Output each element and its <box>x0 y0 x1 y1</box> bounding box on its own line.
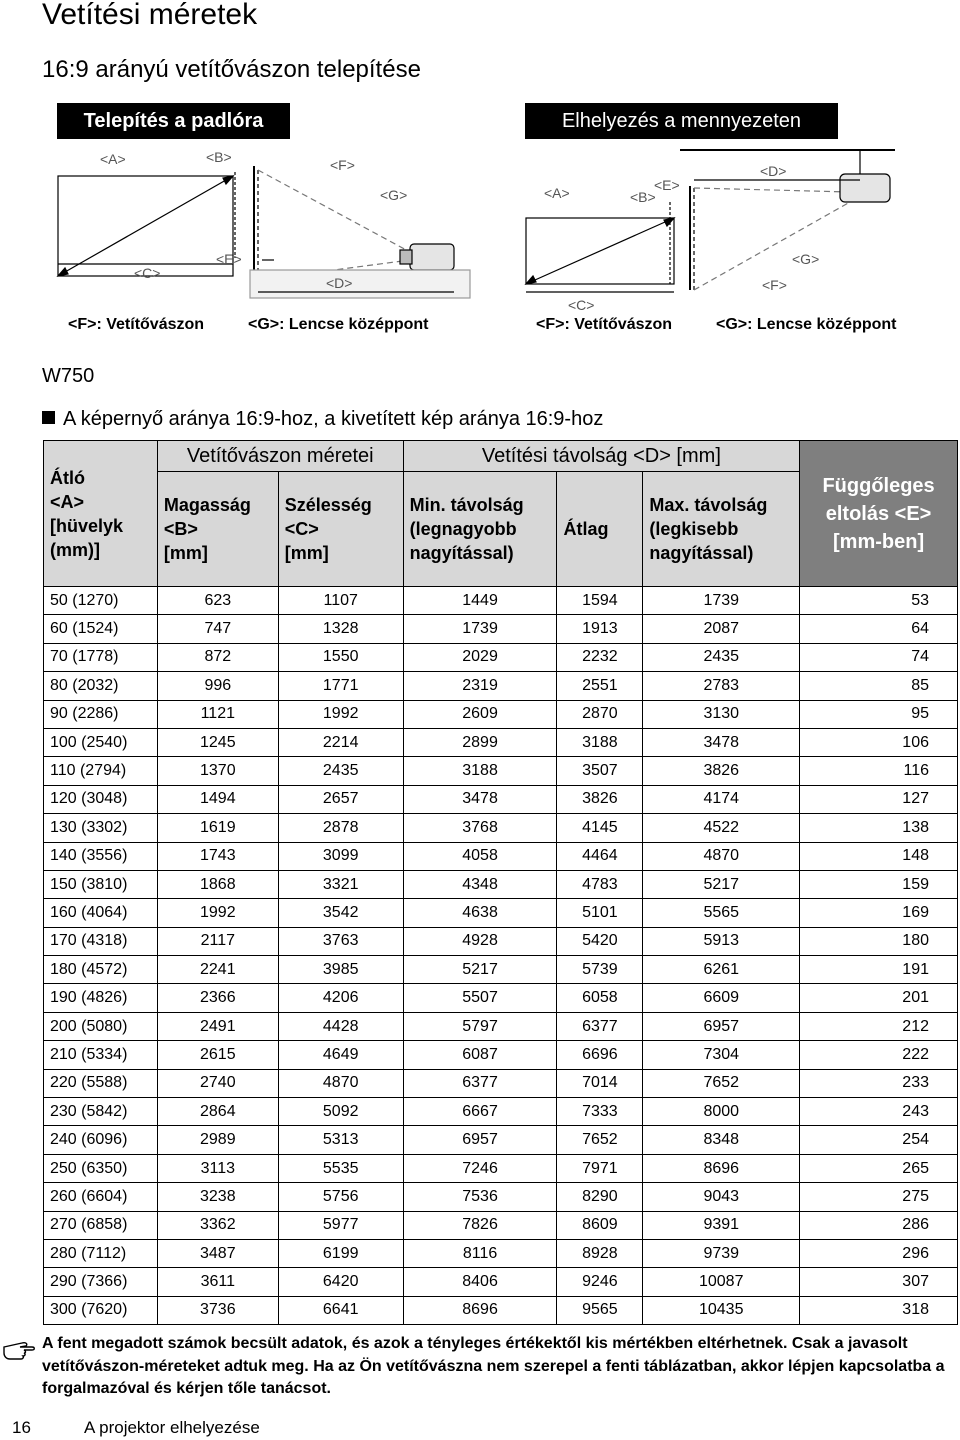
table-row <box>44 672 958 700</box>
table-cell: 243 <box>800 1098 958 1126</box>
table-cell: 623 <box>157 587 278 615</box>
table-cell: 2117 <box>157 927 278 955</box>
table-cell: 7333 <box>557 1098 643 1126</box>
ratio-heading <box>42 408 603 431</box>
col-header-width: Szélesség <C> [mm] <box>278 472 403 587</box>
table-cell: 254 <box>800 1126 958 1154</box>
floor-legend-f: <F>: Vetítővászon <box>68 316 205 333</box>
table-row <box>44 814 958 842</box>
table-cell: 120 (3048) <box>44 785 158 813</box>
table-cell: 2615 <box>157 1041 278 1069</box>
table-cell: 5913 <box>643 927 800 955</box>
table-cell: 1594 <box>557 587 643 615</box>
table-row <box>44 1126 958 1154</box>
table-cell: 240 (6096) <box>44 1126 158 1154</box>
table-cell: 318 <box>800 1296 958 1324</box>
table-row <box>44 1268 958 1296</box>
table-cell: 3611 <box>157 1268 278 1296</box>
note-text: A fent megadott számok becsült adatok, és azok a tényleges értékektől kis mértékben eltérhetnek. Csak a javasolt vetítővászon-méreteket adtuk meg. Ha az Ön vetítővászna nem szerepel a fenti táblázatban, akkor lépjen kapcsolatba a forgalmazóval és kérjen tőle tanácsot. <box>42 1335 945 1397</box>
table-row <box>44 870 958 898</box>
table-cell: 4058 <box>403 842 557 870</box>
table-cell: 5977 <box>278 1211 403 1239</box>
table-cell: 6377 <box>557 1012 643 1040</box>
table-cell: 3763 <box>278 927 403 955</box>
table-cell: 1868 <box>157 870 278 898</box>
table-cell: 150 (3810) <box>44 870 158 898</box>
table-cell: 1550 <box>278 643 403 671</box>
table-cell: 996 <box>157 672 278 700</box>
table-cell: 3826 <box>643 757 800 785</box>
table-cell: 296 <box>800 1239 958 1267</box>
col-header-offset: Függőleges eltolás <E> [mm-ben] <box>800 441 958 587</box>
table-row <box>44 1239 958 1267</box>
table-cell: 5507 <box>403 984 557 1012</box>
table-row <box>44 1296 958 1324</box>
model-name: W750 <box>42 365 95 387</box>
table-row <box>44 587 958 615</box>
floor-legend-g: <G>: Lencse középpont <box>248 316 429 333</box>
table-cell: 170 (4318) <box>44 927 158 955</box>
table-cell: 6957 <box>643 1012 800 1040</box>
table-cell: 2870 <box>557 700 643 728</box>
table-cell: 6261 <box>643 956 800 984</box>
table-cell: 3362 <box>157 1211 278 1239</box>
page-title: Vetítési méretek <box>42 0 258 31</box>
table-cell: 100 (2540) <box>44 728 158 756</box>
table-cell: 6696 <box>557 1041 643 1069</box>
table-cell: 4638 <box>403 899 557 927</box>
diagonal-arrow <box>58 176 233 276</box>
table-cell: 8000 <box>643 1098 800 1126</box>
table-cell: 7971 <box>557 1154 643 1182</box>
table-cell: 2435 <box>643 643 800 671</box>
table-cell: 230 (5842) <box>44 1098 158 1126</box>
table-cell: 220 (5588) <box>44 1069 158 1097</box>
col-header-min-distance: Min. távolság (legnagyobb nagyítással) <box>403 472 557 587</box>
table-cell: 110 (2794) <box>44 757 158 785</box>
label-f: <F> <box>330 157 355 173</box>
table-row <box>44 1211 958 1239</box>
table-cell: 4928 <box>403 927 557 955</box>
table-cell: 2366 <box>157 984 278 1012</box>
table-cell: 169 <box>800 899 958 927</box>
table-row <box>44 956 958 984</box>
table-cell: 116 <box>800 757 958 785</box>
table-cell: 74 <box>800 643 958 671</box>
table-row <box>44 1069 958 1097</box>
table-cell: 4206 <box>278 984 403 1012</box>
table-cell: 2864 <box>157 1098 278 1126</box>
table-cell: 1107 <box>278 587 403 615</box>
table-cell: 2899 <box>403 728 557 756</box>
table-cell: 1739 <box>403 615 557 643</box>
table-cell: 3542 <box>278 899 403 927</box>
table-cell: 148 <box>800 842 958 870</box>
table-cell: 6957 <box>403 1126 557 1154</box>
table-cell: 9739 <box>643 1239 800 1267</box>
table-cell: 200 (5080) <box>44 1012 158 1040</box>
floor-install-diagram <box>40 140 480 315</box>
table-cell: 53 <box>800 587 958 615</box>
table-cell: 307 <box>800 1268 958 1296</box>
table-cell: 212 <box>800 1012 958 1040</box>
table-cell: 9565 <box>557 1296 643 1324</box>
table-cell: 3768 <box>403 814 557 842</box>
table-cell: 3736 <box>157 1296 278 1324</box>
label-f: <F> <box>762 277 787 293</box>
table-cell: 4522 <box>643 814 800 842</box>
table-cell: 7014 <box>557 1069 643 1097</box>
table-cell: 2740 <box>157 1069 278 1097</box>
table-cell: 7304 <box>643 1041 800 1069</box>
ceiling-legend-f: <F>: Vetítővászon <box>536 316 673 333</box>
table-cell: 7652 <box>557 1126 643 1154</box>
table-cell: 275 <box>800 1183 958 1211</box>
table-row <box>44 1154 958 1182</box>
table-cell: 8116 <box>403 1239 557 1267</box>
table-cell: 10087 <box>643 1268 800 1296</box>
hand-pointer-icon <box>2 1337 38 1361</box>
table-row <box>44 1041 958 1069</box>
table-row <box>44 1012 958 1040</box>
table-cell: 50 (1270) <box>44 587 158 615</box>
table-cell: 747 <box>157 615 278 643</box>
square-bullet-icon <box>42 411 55 424</box>
table-cell: 1739 <box>643 587 800 615</box>
table-cell: 1619 <box>157 814 278 842</box>
table-cell: 1992 <box>157 899 278 927</box>
table-cell: 1992 <box>278 700 403 728</box>
table-cell: 7246 <box>403 1154 557 1182</box>
table-cell: 8290 <box>557 1183 643 1211</box>
table-cell: 1245 <box>157 728 278 756</box>
table-cell: 8928 <box>557 1239 643 1267</box>
projection-size-table <box>43 440 958 1325</box>
table-cell: 6199 <box>278 1239 403 1267</box>
label-c: <C> <box>568 297 595 313</box>
table-cell: 3478 <box>403 785 557 813</box>
table-cell: 127 <box>800 785 958 813</box>
table-cell: 2878 <box>278 814 403 842</box>
table-cell: 233 <box>800 1069 958 1097</box>
table-cell: 5217 <box>403 956 557 984</box>
section-subtitle: 16:9 arányú vetítővászon telepítése <box>42 56 421 83</box>
table-cell: 138 <box>800 814 958 842</box>
table-cell: 70 (1778) <box>44 643 158 671</box>
diagonal-arrow <box>526 218 674 284</box>
table-cell: 2491 <box>157 1012 278 1040</box>
table-cell: 5756 <box>278 1183 403 1211</box>
table-cell: 1494 <box>157 785 278 813</box>
table-cell: 5565 <box>643 899 800 927</box>
table-cell: 7536 <box>403 1183 557 1211</box>
table-cell: 3099 <box>278 842 403 870</box>
table-row <box>44 899 958 927</box>
table-cell: 3238 <box>157 1183 278 1211</box>
table-cell: 8696 <box>403 1296 557 1324</box>
table-cell: 8696 <box>643 1154 800 1182</box>
table-row <box>44 1098 958 1126</box>
col-header-max-distance: Max. távolság (legkisebb nagyítással) <box>643 472 800 587</box>
ceiling-install-title: Elhelyezés a mennyezeten <box>525 103 838 139</box>
table-cell: 8406 <box>403 1268 557 1296</box>
col-header-avg-distance: Átlag <box>557 472 643 587</box>
table-cell: 1771 <box>278 672 403 700</box>
table-cell: 260 (6604) <box>44 1183 158 1211</box>
table-cell: 9391 <box>643 1211 800 1239</box>
table-cell: 2551 <box>557 672 643 700</box>
table-cell: 1743 <box>157 842 278 870</box>
table-row <box>44 757 958 785</box>
table-cell: 4428 <box>278 1012 403 1040</box>
table-cell: 2783 <box>643 672 800 700</box>
table-cell: 4348 <box>403 870 557 898</box>
label-d: <D> <box>326 275 353 291</box>
table-cell: 85 <box>800 672 958 700</box>
ceiling-install-diagram <box>500 140 940 315</box>
table-cell: 6377 <box>403 1069 557 1097</box>
table-cell: 1121 <box>157 700 278 728</box>
table-cell: 5092 <box>278 1098 403 1126</box>
group-header-screen: Vetítővászon méretei <box>157 441 403 472</box>
table-cell: 5739 <box>557 956 643 984</box>
table-cell: 5313 <box>278 1126 403 1154</box>
table-cell: 64 <box>800 615 958 643</box>
table-cell: 4870 <box>278 1069 403 1097</box>
projector-shape <box>840 174 890 202</box>
table-cell: 2435 <box>278 757 403 785</box>
table-cell: 201 <box>800 984 958 1012</box>
table-cell: 2241 <box>157 956 278 984</box>
table-cell: 3507 <box>557 757 643 785</box>
table-cell: 5535 <box>278 1154 403 1182</box>
table-cell: 6667 <box>403 1098 557 1126</box>
table-cell: 3188 <box>403 757 557 785</box>
table-cell: 5797 <box>403 1012 557 1040</box>
table-cell: 300 (7620) <box>44 1296 158 1324</box>
table-cell: 90 (2286) <box>44 700 158 728</box>
table-cell: 159 <box>800 870 958 898</box>
table-cell: 95 <box>800 700 958 728</box>
table-cell: 180 <box>800 927 958 955</box>
table-cell: 4145 <box>557 814 643 842</box>
table-cell: 2232 <box>557 643 643 671</box>
col-header-diagonal: Átló <A> [hüvelyk (mm)] <box>44 441 158 587</box>
table-cell: 1328 <box>278 615 403 643</box>
table-cell: 280 (7112) <box>44 1239 158 1267</box>
label-e: <E> <box>216 251 242 267</box>
table-cell: 7826 <box>403 1211 557 1239</box>
table-cell: 6609 <box>643 984 800 1012</box>
table-cell: 872 <box>157 643 278 671</box>
table-row <box>44 927 958 955</box>
table-body <box>44 587 958 1325</box>
table-row <box>44 700 958 728</box>
table-cell: 3321 <box>278 870 403 898</box>
table-cell: 160 (4064) <box>44 899 158 927</box>
table-cell: 4464 <box>557 842 643 870</box>
table-cell: 250 (6350) <box>44 1154 158 1182</box>
table-cell: 180 (4572) <box>44 956 158 984</box>
table-cell: 286 <box>800 1211 958 1239</box>
table-cell: 1370 <box>157 757 278 785</box>
table-cell: 130 (3302) <box>44 814 158 842</box>
table-cell: 6420 <box>278 1268 403 1296</box>
table-cell: 6058 <box>557 984 643 1012</box>
table-cell: 2657 <box>278 785 403 813</box>
label-b: <B> <box>630 189 656 205</box>
table-cell: 3487 <box>157 1239 278 1267</box>
table-cell: 106 <box>800 728 958 756</box>
table-row <box>44 643 958 671</box>
table-cell: 265 <box>800 1154 958 1182</box>
table-cell: 10435 <box>643 1296 800 1324</box>
table-cell: 5217 <box>643 870 800 898</box>
ceiling-legend-g: <G>: Lencse középpont <box>716 316 897 333</box>
table-cell: 3188 <box>557 728 643 756</box>
table-cell: 2087 <box>643 615 800 643</box>
table-cell: 4783 <box>557 870 643 898</box>
table-cell: 4174 <box>643 785 800 813</box>
table-cell: 290 (7366) <box>44 1268 158 1296</box>
table-cell: 3478 <box>643 728 800 756</box>
page-number: 16 <box>12 1418 31 1437</box>
table-cell: 9246 <box>557 1268 643 1296</box>
label-a: <A> <box>100 151 126 167</box>
table-cell: 80 (2032) <box>44 672 158 700</box>
table-cell: 191 <box>800 956 958 984</box>
table-cell: 1913 <box>557 615 643 643</box>
table-cell: 2609 <box>403 700 557 728</box>
table-cell: 8609 <box>557 1211 643 1239</box>
table-cell: 5101 <box>557 899 643 927</box>
table-row <box>44 842 958 870</box>
label-a: <A> <box>544 185 570 201</box>
group-header-distance: Vetítési távolság <D> [mm] <box>403 441 800 472</box>
table-row <box>44 615 958 643</box>
table-cell: 190 (4826) <box>44 984 158 1012</box>
label-b: <B> <box>206 149 232 165</box>
table-cell: 222 <box>800 1041 958 1069</box>
ratio-heading-text: A képernyő aránya 16:9-hoz, a kivetített kép aránya 16:9-hoz <box>63 408 604 430</box>
label-c: <C> <box>134 265 161 281</box>
table-cell: 3113 <box>157 1154 278 1182</box>
table-row <box>44 728 958 756</box>
table-cell: 2214 <box>278 728 403 756</box>
table-cell: 140 (3556) <box>44 842 158 870</box>
table-cell: 9043 <box>643 1183 800 1211</box>
table-cell: 1449 <box>403 587 557 615</box>
label-e: <E> <box>654 177 680 193</box>
label-d: <D> <box>760 163 787 179</box>
label-g: <G> <box>380 187 408 203</box>
table-cell: 210 (5334) <box>44 1041 158 1069</box>
table-cell: 4649 <box>278 1041 403 1069</box>
table-row <box>44 984 958 1012</box>
table-cell: 3130 <box>643 700 800 728</box>
table-cell: 270 (6858) <box>44 1211 158 1239</box>
table-row <box>44 785 958 813</box>
table-cell: 8348 <box>643 1126 800 1154</box>
table-cell: 6641 <box>278 1296 403 1324</box>
table-cell: 3826 <box>557 785 643 813</box>
table-cell: 2989 <box>157 1126 278 1154</box>
projector-shape <box>410 244 454 270</box>
table-cell: 2319 <box>403 672 557 700</box>
col-header-height: Magasság <B> [mm] <box>157 472 278 587</box>
table-cell: 5420 <box>557 927 643 955</box>
table-cell: 7652 <box>643 1069 800 1097</box>
table-row <box>44 1183 958 1211</box>
label-g: <G> <box>792 251 820 267</box>
table-cell: 2029 <box>403 643 557 671</box>
table-cell: 4870 <box>643 842 800 870</box>
footer-section-title: A projektor elhelyezése <box>84 1418 260 1437</box>
table-cell: 6087 <box>403 1041 557 1069</box>
table-cell: 3985 <box>278 956 403 984</box>
floor-install-title: Telepítés a padlóra <box>57 103 290 139</box>
table-cell: 60 (1524) <box>44 615 158 643</box>
